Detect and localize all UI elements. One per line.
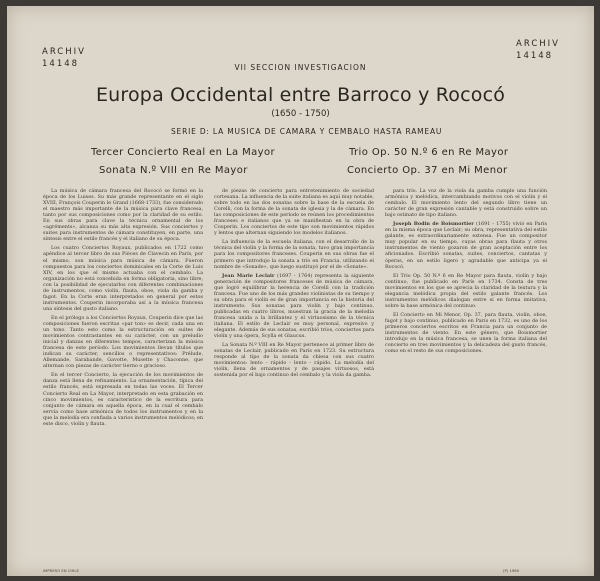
- liner-notes-column-3: [385, 188, 547, 544]
- catalog-number: 14148: [42, 59, 80, 69]
- paragraph-text: El Concierto en Mi Menor, Op. 37, para flauta, violín, oboe, fagot y bajo continuo, publicado en París en 1732, es uno de los primeros conciertos escritos en Francia para un conjunto de instrumentos de viento. En este género, que Boismortier introdujo en la música francesa, se unen la forma italiana del concierto en tres movimientos y la delicadeza del gusto francés, como en el resto de sus composiciones.: [385, 311, 547, 355]
- archiv-brand: ARCHIV: [516, 39, 560, 49]
- composer-name: Joseph Bodin de Boismortier: [393, 221, 474, 228]
- liner-paragraph: [43, 315, 203, 369]
- paragraph-text: La influencia de la escuela italiana, con el desarrollo de la técnica del violín y la forma de la sonata, tuvo gran importancia para los compositores franceses. Couperin en sus obras fue el primero que introdujo la sonata a trío en Francia, utilizando el nombre de «Sonade», que luego sustituyó por el de «Sonate».: [214, 239, 374, 270]
- paragraph-text: para trío. La voz de la viola da gamba cumple una función armónica y melódica, intercambiando motivos con el violín y el cembalo. El movimiento lento del segundo libro tiene un carácter de gran expresión cantable y está construido sobre un bajo ostinato de tipo italiano.: [385, 188, 547, 219]
- paragraph-text: En el prólogo a los Conciertos Royaux, Couperin dice que las composiciones fueron escritas «par ton» es decir, cada una en un tono. Tanto esto como la estructuración en suites de movimientos contrastantes en su carácter, con un preludio inicial y danzas en diferentes tempos, caracterizan la música francesa de este período. Los movimientos llevan títulos que indican su carácter, sencillos o representativos: Prélude, Allemande, Sarabande, Gavotte, Musette y Chaconne, que alternan con piezas de carácter tierno o gracioso.: [43, 314, 203, 370]
- liner-paragraph: [385, 312, 547, 354]
- liner-notes-column-2: [214, 188, 374, 544]
- copyright-note: (P) 1960: [503, 568, 520, 573]
- archiv-brand: ARCHIV: [42, 47, 86, 57]
- work-title: Concierto Op. 37 en Mi Menor: [347, 165, 508, 176]
- liner-paragraph: [43, 245, 203, 312]
- liner-paragraph: [214, 273, 374, 340]
- paragraph-text: (1697 - 1764) representa la siguiente generación de compositores franceses de música de cámara, que logró equilibrar la herencia de Corelli con la tradición francesa. Fue uno de los más grandes violinistas de su tiempo y su obra para el violín es de gran importancia en la historia del instrumento. Sus sonatas para violín y bajo continuo, publicadas en cuatro libros, muestran la gracia de la melodía francesa unida a la brillantez y el virtuosismo de la técnica italiana. El estilo de Leclair es muy personal, expresivo y elegante. Además de sus sonatas, escribió tríos, conciertos para violín y una ópera, Scylla et Glaucus.: [214, 272, 374, 340]
- period-years: (1650 - 1750): [271, 109, 330, 119]
- catalog-number: 14148: [516, 51, 554, 61]
- work-title: Tercer Concierto Real en La Mayor: [91, 147, 275, 158]
- paragraph-text: de piezas de concierto para entretenimiento de sociedad cortesana. La influencia de la suite italiana es aquí muy notable, sobre todo en las dos sonatas sobre la base de la escuela de Corelli, con la forma de la sonata de iglesia y la de cámara. En las composiciones de este período se reúnen los procedimientos franceses e italianos que ya se manifiestan en la obra de Couperin. Los conciertos de este tipo son movimientos rápidos y lentos que alternan siguiendo los modelos italianos.: [214, 188, 374, 237]
- album-title: Europa Occidental entre Barroco y Rococó: [95, 84, 506, 106]
- paragraph-text: La Sonata N.º VIII en Re Mayor pertenece al primer libro de sonatas de Leclair, publicado en París en 1723. Su estructura responde al tipo de la sonata da chiesa con sus cuatro movimientos: lento - rápido - lento - rápido. La melodía del violín, llena de ornamentos y de pasajes virtuosos, está sostenida por el bajo continuo del cembalo y la viola da gamba.: [214, 342, 374, 379]
- liner-notes-column-1: [43, 188, 203, 544]
- record-sleeve-back: [7, 6, 594, 576]
- liner-paragraph: [214, 239, 374, 269]
- paragraph-text: La música de cámara francesa del Rococó se formó en la época de los Luises. Su más grande representante en el siglo XVIII, François Couperin le Grand (1668-1733), fue considerado el maestro más importante de la música para clave francesa, tanto por sus composiciones como por la claridad de su estilo. En sus obras para clave la técnica ornamental de los «agréments», alcanza su más alta expresión. Sus conciertos y suites para instrumentos de cámara constituyen, en parte, una síntesis entre el estilo francés y el italiano de su época.: [43, 188, 203, 243]
- liner-paragraph: [214, 188, 374, 236]
- paragraph-text: En el tercer Concierto, la ejecución de los movimientos de danza está llena de refinamiento. La ornamentación, típica del estilo francés, está expresada en todas las voces. El Tercer Concierto Real en La Mayor, interpretado en esta grabación en cinco movimientos, es característico de la escritura para conjunto de cámara en aquella época, en la cual el cembalo servía como base armónica de todos los instrumentos y en la que la melodía era confiada a varios instrumentos melódicos; en este disco, violín y flauta.: [43, 372, 203, 427]
- section-heading: VII SECCION INVESTIGACION: [234, 63, 367, 72]
- paragraph-text: El Trío Op. 50 N.º 6 en Re Mayor para flauta, violín y bajo continuo, fue publicado en París en 1734. Consta de tres movimientos en los que se aprecia la claridad de la textura y la elegancia melódica propia del estilo galante francés. Los instrumentos melódicos dialogan entre sí en forma imitativa, sobre la base armónica del continuo.: [385, 272, 547, 309]
- composer-name: Jean Marie Leclair: [222, 272, 275, 279]
- paragraph-text: Los cuatro Conciertos Royaux, publicados en 1722 como apéndice al tercer libro de sus Pièces de Clavecin en París, por el mismo, son música para música de cámara. Fueron compuestos para los conciertos dominicales en la Corte de Luis XIV, en los que el mismo actuaba con el cembalo. La organización no está concebida en forma obligatoria, sino libre, con la posibilidad de ejecutarlos con diferentes combinaciones de instrumentos, como violín, flauta, oboe, viola da gamba y fagot. En la Corte eran interpretados en general por estos instrumentos. Couperin incorporaba así a la música francesa una síntesis del gusto italiano.: [43, 245, 203, 312]
- liner-paragraph: [43, 188, 203, 242]
- printed-in-note: IMPRESO EN CHILE: [43, 568, 79, 573]
- work-title: Sonata N.º VIII en Re Mayor: [99, 165, 248, 176]
- liner-paragraph: [385, 273, 547, 309]
- work-title: Trio Op. 50 N.º 6 en Re Mayor: [349, 147, 509, 158]
- archiv-label-right: [516, 38, 560, 62]
- series-line: SERIE D: LA MUSICA DE CAMARA Y CEMBALO HASTA RAMEAU: [171, 127, 443, 136]
- paragraph-text: (1691 - 1755) vivió en París en la misma época que Leclair; su obra, representativa del estilo galante, es extraordinariamente extensa. Fue un compositor muy popular en su tiempo, cuyas obras para flauta y otros instrumentos de viento gozaron de gran aceptación entre los aficionados. Escribió sonatas, suites, conciertos, cantatas y óperas, en un estilo ligero y agradable que anticipa ya el Rococó.: [385, 221, 547, 270]
- liner-paragraph: [214, 342, 374, 378]
- liner-paragraph: [385, 221, 547, 269]
- liner-paragraph: [43, 372, 203, 426]
- liner-paragraph: [385, 188, 547, 218]
